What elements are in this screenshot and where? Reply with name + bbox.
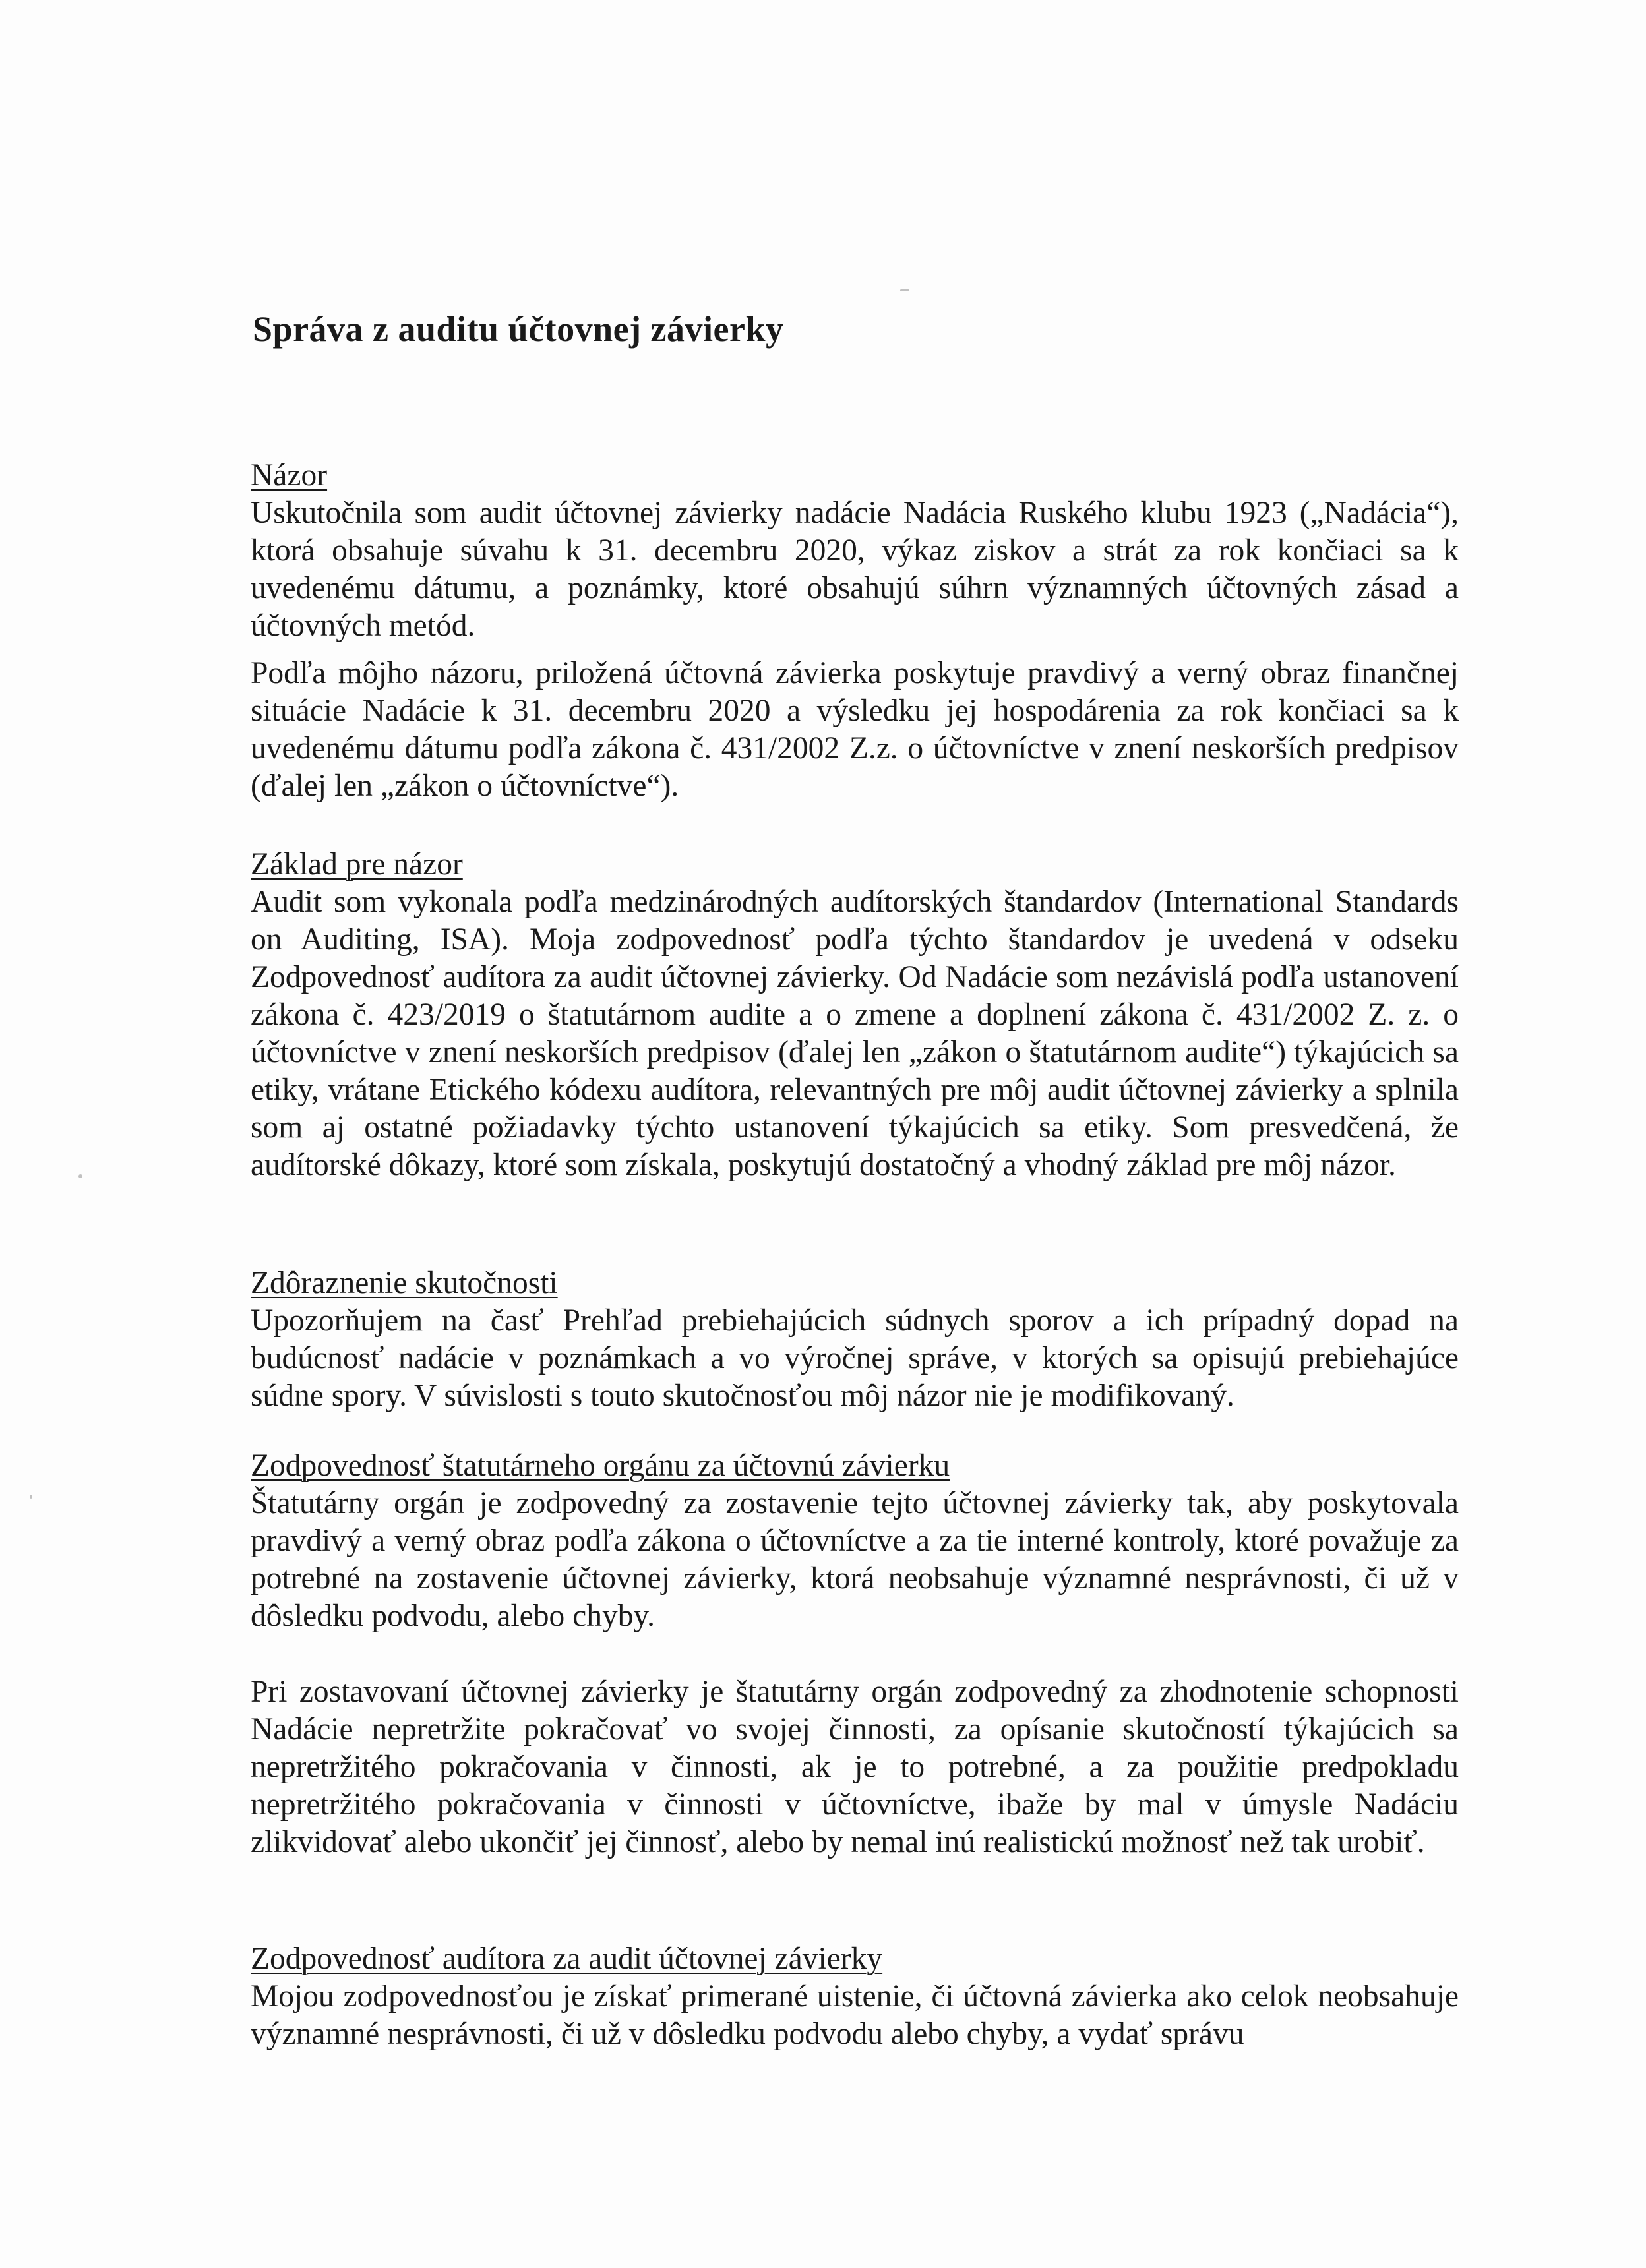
section-zodpovednost-statutarneho-organu [251,1447,1459,1861]
scan-speck [900,289,909,291]
section-heading: Zodpovednosť audítora za audit účtovnej závierky [251,1942,883,1976]
section-heading: Základ pre názor [251,847,463,881]
paragraph: Podľa môjho názoru, priložená účtovná závierka poskytuje pravdivý a verný obraz finančnej situácie Nadácie k 31. decembru 2020 a výsledku jej hospodárenia za rok končiaci sa k uvedenému dátumu podľa zákona č. 431/2002 Z.z. o účtovníctve v znení neskorších predpisov (ďalej len „zákon o účtovníctve“). [251,656,1459,803]
section-zaklad-pre-nazor [251,846,1459,1184]
section-zdoraznenie-skutocnosti [251,1265,1459,1415]
section-zodpovednost-auditora [251,1940,1459,2053]
paragraph: Uskutočnila som audit účtovnej závierky nadácie Nadácia Ruského klubu 1923 („Nadácia“), ktorá obsahuje súvahu k 31. decembru 2020, výkaz ziskov a strát za rok končiaci sa k uvedenému dátumu, a poznámky, ktoré obsahujú súhrn významných účtovných zásad a účtovných metód. [251,496,1459,643]
section-nazor [251,457,1459,805]
section-heading: Zdôraznenie skutočnosti [251,1266,558,1300]
paragraph: Mojou zodpovednosťou je získať primerané uistenie, či účtovná závierka ako celok neobsahuje významné nesprávnosti, či už v dôsledku podvodu alebo chyby, a vydať správu [251,1979,1459,2051]
section-heading: Zodpovednosť štatutárneho orgánu za účtovnú závierku [251,1448,950,1483]
scan-speck [78,1174,82,1178]
paragraph: Upozorňujem na časť Prehľad prebiehajúcich súdnych sporov a ich prípadný dopad na budúcnosť nadácie v poznámkach a vo výročnej správe, v ktorých sa opisujú prebiehajúce súdne spory. V súvislosti s touto skutočnosťou môj názor nie je modifikovaný. [251,1303,1459,1413]
section-heading: Názor [251,458,328,492]
scan-speck [30,1495,32,1499]
paragraph: Audit som vykonala podľa medzinárodných audítorských štandardov (International Standards on Auditing, ISA). Moja zodpovednosť podľa týchto štandardov je uvedená v odseku Zodpovednosť audítora za audit účtovnej závierky. Od Nadácie som nezávislá podľa ustanovení zákona č. 423/2019 o štatutárnom audite a o zmene a doplnení zákona č. 431/2002 Z. z. o účtovníctve v znení neskorších predpisov (ďalej len „zákon o štatutárnom audite“) týkajúcich sa etiky, vrátane Etického kódexu audítora, relevantných pre môj audit účtovnej závierky a splnila som aj ostatné požiadavky týchto ustanovení týkajúcich sa etiky. Som presvedčená, že audítorské dôkazy, ktoré som získala, poskytujú dostatočný a vhodný základ pre môj názor. [251,885,1459,1182]
document-title: Správa z auditu účtovnej závierky [253,309,784,349]
paragraph: Štatutárny orgán je zodpovedný za zostavenie tejto účtovnej závierky tak, aby poskytovala pravdivý a verný obraz podľa zákona o účtovníctve a za tie interné kontroly, ktoré považuje za potrebné na zostavenie účtovnej závierky, ktorá neobsahuje významné nesprávnosti, či už v dôsledku podvodu, alebo chyby. [251,1486,1459,1633]
paragraph: Pri zostavovaní účtovnej závierky je štatutárny orgán zodpovedný za zhodnotenie schopnosti Nadácie nepretržite pokračovať vo svojej činnosti, za opísanie skutočností týkajúcich sa nepretržitého pokračovania v činnosti, ak je to potrebné, a za použitie predpokladu nepretržitého pokračovania v činnosti v účtovníctve, ibaže by mal v úmysle Nadáciu zlikvidovať alebo ukončiť jej činnosť, alebo by nemal inú realistickú možnosť než tak urobiť. [251,1675,1459,1859]
